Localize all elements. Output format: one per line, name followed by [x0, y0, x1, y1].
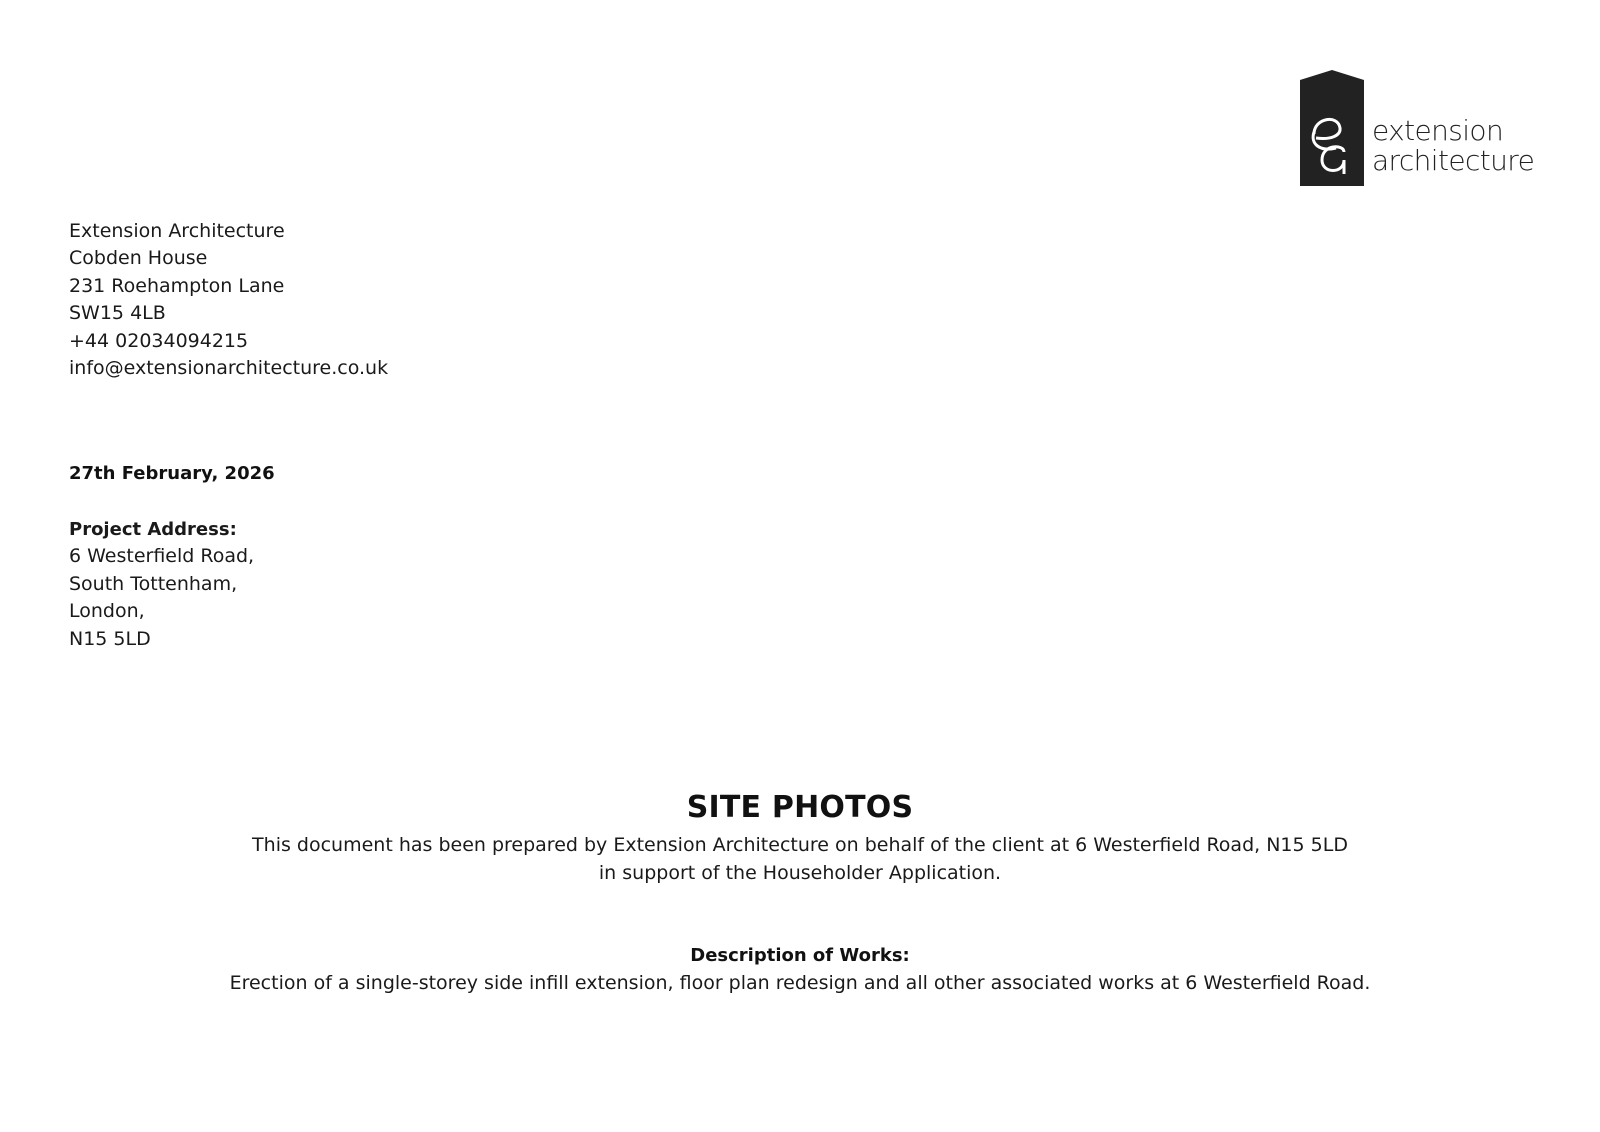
intro-line: in support of the Householder Application. — [598, 861, 1002, 884]
project-address — [69, 516, 254, 653]
company-logo — [1300, 70, 1540, 186]
address-postcode: SW15 4LB — [69, 302, 166, 325]
address-street: 231 Roehampton Lane — [69, 274, 285, 297]
logo-wordmark — [1372, 116, 1534, 176]
document-intro — [0, 832, 1600, 887]
logo-house-mark — [1300, 70, 1370, 186]
document-date: 27th February, 2026 — [69, 463, 275, 484]
address-email: info@extensionarchitecture.co.uk — [69, 357, 389, 380]
project-address-line: South Tottenham, — [69, 572, 238, 595]
logo-house-shape — [1300, 70, 1364, 186]
project-address-line: London, — [69, 600, 145, 623]
works-heading: Description of Works: — [690, 945, 910, 966]
address-company-name: Extension Architecture — [69, 220, 285, 242]
logo-word-extension: extension — [1372, 114, 1504, 147]
intro-line: This document has been prepared by Extension Architecture on behalf of the client at 6 Westerfield Road, N15 5LD — [252, 834, 1348, 856]
document-title: SITE PHOTOS — [686, 790, 914, 825]
address-phone: +44 02034094215 — [69, 329, 249, 352]
logo-word-architecture: architecture — [1372, 144, 1535, 177]
project-address-line: 6 Westerfield Road, — [69, 545, 255, 568]
works-description: Erection of a single-storey side infill extension, floor plan redesign and all other associated works at 6 Westerfield Road. — [229, 972, 1371, 994]
project-address-line: N15 5LD — [69, 627, 151, 650]
address-building: Cobden House — [69, 247, 208, 270]
project-address-heading: Project Address: — [69, 519, 237, 540]
sender-address — [69, 218, 388, 382]
